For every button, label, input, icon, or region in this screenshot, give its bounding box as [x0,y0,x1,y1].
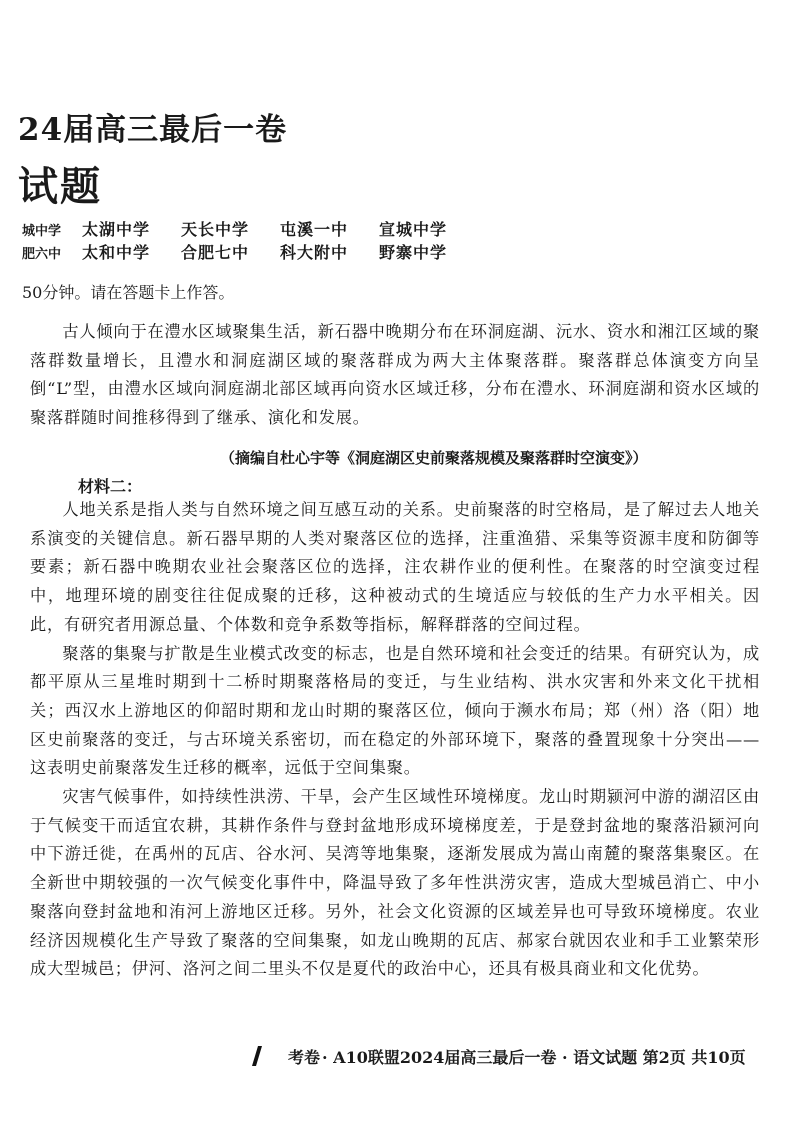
school-name: 科大附中 [280,243,349,262]
school-name: 合肥七中 [181,243,250,262]
exam-title-line1: 24届高三最后一卷 [18,112,288,148]
school-list-row-1 [22,217,478,240]
school-list-row-2 [22,240,478,263]
school-name: 屯溪一中 [280,220,349,239]
exam-note: 50分钟。请在答题卡上作答。 [22,283,235,302]
exam-title-line2: 试题 [18,163,102,210]
paragraph: 灾害气候事件，如持续性洪涝、干旱，会产生区域性环境梯度。龙山时期颍河中游的湖沼区由于气候变干而适宜农耕，其耕作条件与登封盆地形成环境梯度差，于是登封盆地的聚落沿颍河向中下游迁徙，在禹州的瓦店、谷水河、吴湾等地集聚，逐渐发展成为嵩山南麓的聚落集聚区。在全新世中期较强的一次气候变化事件中，降温导致了多年性洪涝灾害，造成大型城邑消亡、中小聚落向登封盆地和洧河上游地区迁移。另外，社会文化资源的区域差异也可导致环境梯度。农业经济因规模化生产导致了聚落的空间集聚，如龙山晚期的瓦店、郝家台就因农业和手工业繁荣形成大型城邑；伊河、洛河之间二里头不仅是夏代的政治中心，还具有极具商业和文化优势。 [30,787,760,979]
page-footer [248,1044,746,1068]
school-name: 太和中学 [82,243,151,262]
school-name: 太湖中学 [82,220,151,239]
school-edge: 城中学 [22,224,62,239]
material-1-body [30,318,760,433]
school-name: 天长中学 [181,220,250,239]
school-name: 野寨中学 [379,243,448,262]
brand-logo-icon [248,1044,286,1068]
school-name: 宣城中学 [379,220,448,239]
paragraph: 聚落的集聚与扩散是生业模式改变的标志，也是自然环境和社会变迁的结果。有研究认为，成都平原从三星堆时期到十二桥时期聚落格局的变迁，与生业结构、洪水灾害和外来文化干扰相关；西汉水上游地区的仰韶时期和龙山时期的聚落区位，倾向于濒水布局；郑（州）洛（阳）地区史前聚落的变迁，与古环境关系密切，而在稳定的外部环境下，聚落的叠置现象十分突出——这表明史前聚落发生迁移的概率，远低于空间集聚。 [30,643,760,778]
school-edge: 肥六中 [22,247,62,262]
footer-text: · A10联盟2024届高三最后一卷 · 语文试题 第2页 共10页 [322,1047,746,1067]
footer-brand: 考卷 [288,1047,321,1067]
material-1-source: （摘编自杜心宇等《洞庭湖区史前聚落规模及聚落群时空演变》） [220,449,648,467]
paragraph: 人地关系是指人类与自然环境之间互感互动的关系。史前聚落的时空格局，是了解过去人地关系演变的关键信息。新石器早期的人类对聚落区位的选择，注重渔猎、采集等资源丰度和防御等要素；新石器中晚期农业社会聚落区位的选择，注农耕作业的便利性。在聚落的时空演变过程中，地理环境的剧变往往促成聚的迁移，这种被动式的生境适应与较低的生产力水平相关。因此，有研究者用源总量、个体数和竞争系数等指标，解释群落的空间过程。 [30,500,760,634]
paragraph: 古人倾向于在澧水区域聚集生活，新石器中晚期分布在环洞庭湖、沅水、资水和湘江区域的聚落群数量增长，且澧水和洞庭湖区域的聚落群成为两大主体聚落群。聚落群总体演变方向呈倒“L”型，由澧水区域向洞庭湖北部区域再向资水区域迁移，分布在澧水、环洞庭湖和资水区域的聚落群随时间推移得到了继承、演化和发展。 [30,322,760,428]
material-2-body [30,496,760,984]
material-2-label: 材料二： [78,477,143,496]
